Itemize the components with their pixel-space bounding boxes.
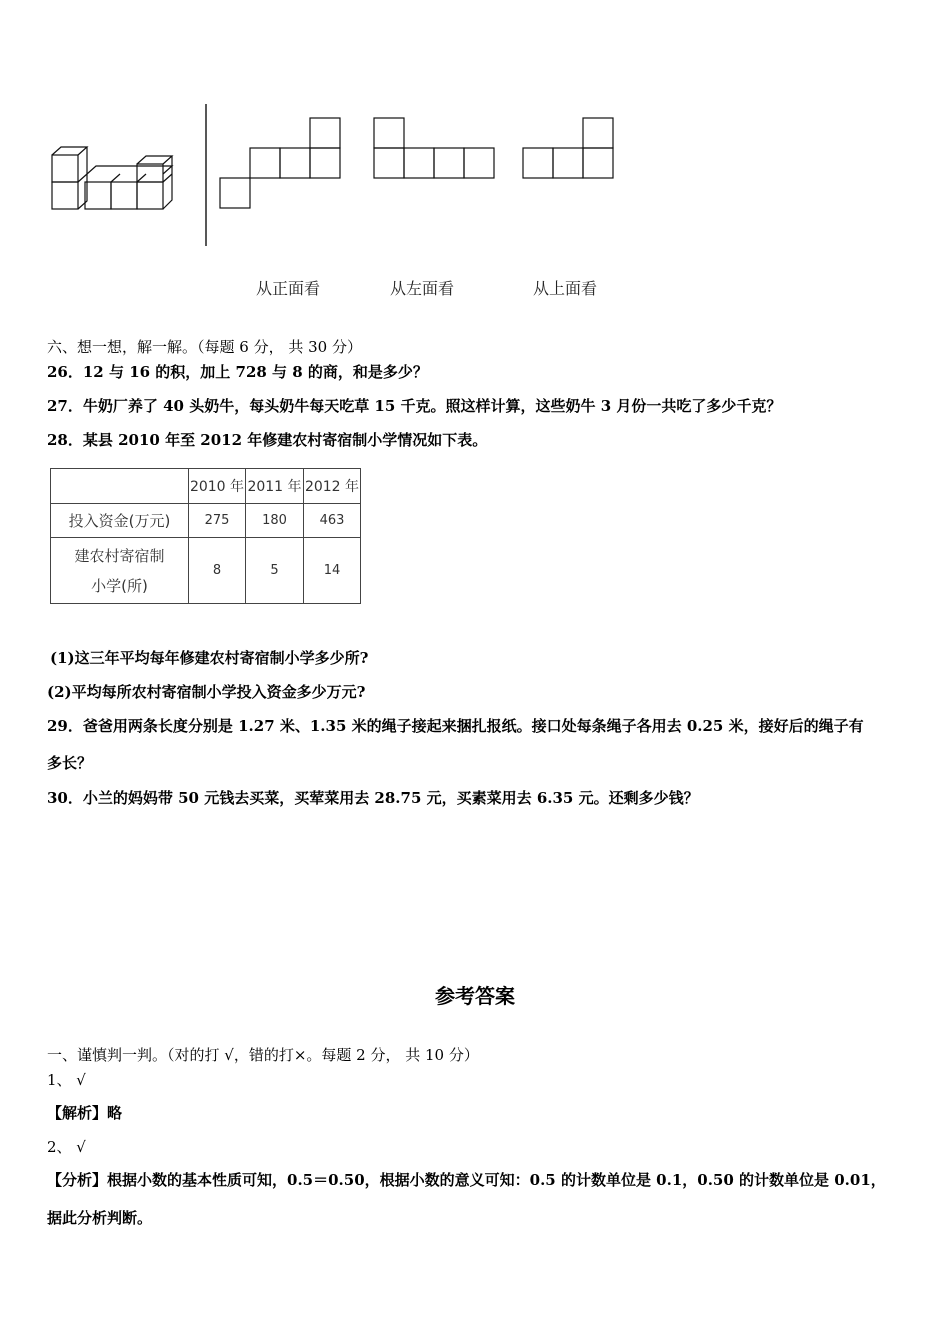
question-30: 30．小兰的妈妈带 50 元钱去买菜，买荤菜用去 28.75 元，买素菜用去 6.35 元。还剩多少钱？ xyxy=(47,789,699,807)
answer-1-analysis: 【解析】略 xyxy=(47,1104,123,1122)
view-label-front: 从正面看 xyxy=(256,279,321,298)
solid-cube-front xyxy=(52,182,78,209)
question-26: 26．12 与 16 的积，加上 728 与 8 的商，和是多少？ xyxy=(47,363,428,381)
table-cell: 463 xyxy=(304,504,361,538)
table-header-cell: 2011 年 xyxy=(246,469,304,504)
question-28: 28．某县 2010 年至 2012 年修建农村寄宿制小学情况如下表。 xyxy=(47,431,488,449)
view-label-left: 从左面看 xyxy=(390,279,455,298)
answer-2: 2、 √ xyxy=(47,1138,86,1156)
cube-views-drawing xyxy=(40,100,640,250)
question-28-part-1: (1)这三年平均每年修建农村寄宿制小学多少所? xyxy=(50,649,369,667)
cube-views-figure xyxy=(40,100,640,250)
table-header-cell: 2012 年 xyxy=(304,469,361,504)
table-header-cell xyxy=(51,469,189,504)
answer-2-analysis-continued: 据此分析判断。 xyxy=(47,1209,153,1227)
table-row-label: 投入资金(万元) xyxy=(51,504,189,538)
section-6-heading: 六、想一想，解一解。（每题 6 分， 共 30 分） xyxy=(47,338,362,356)
question-29: 29．爸爸用两条长度分别是 1.27 米、1.35 米的绳子接起来捆扎报纸。接口处每条绳子各用去 0.25 米，接好后的绳子有 xyxy=(47,717,864,735)
school-construction-table xyxy=(50,468,361,604)
table-cell: 180 xyxy=(246,504,304,538)
question-29-continued: 多长？ xyxy=(47,754,93,772)
question-27: 27．牛奶厂养了 40 头奶牛，每头奶牛每天吃草 15 千克。照这样计算，这些奶牛 3 月份一共吃了多少千克？ xyxy=(47,397,782,415)
table-cell: 275 xyxy=(189,504,246,538)
table-header-cell: 2010 年 xyxy=(189,469,246,504)
table-row-label xyxy=(51,538,189,604)
view-label-top: 从上面看 xyxy=(533,279,598,298)
table-row-label-line: 建农村寄宿制 xyxy=(74,546,165,565)
table-row-label-line: 小学(所) xyxy=(91,576,148,595)
table-cell: 8 xyxy=(189,538,246,604)
question-28-part-2: (2)平均每所农村寄宿制小学投入资金多少万元? xyxy=(47,683,366,701)
answers-section-1-heading: 一、谨慎判一判。（对的打 √，错的打×。每题 2 分， 共 10 分） xyxy=(47,1046,479,1064)
table-row xyxy=(51,538,361,604)
table-cell: 14 xyxy=(304,538,361,604)
table-row xyxy=(51,504,361,538)
table-header-row xyxy=(51,469,361,504)
answers-title: 参考答案 xyxy=(435,984,515,1008)
table-cell: 5 xyxy=(246,538,304,604)
answer-1: 1、 √ xyxy=(47,1071,86,1089)
answer-2-analysis: 【分析】根据小数的基本性质可知，0.5＝0.50，根据小数的意义可知：0.5 的计数单位是 0.1，0.50 的计数单位是 0.01， xyxy=(47,1171,886,1189)
solid-cube-front xyxy=(52,155,78,182)
data-table-wrapper xyxy=(50,468,361,604)
